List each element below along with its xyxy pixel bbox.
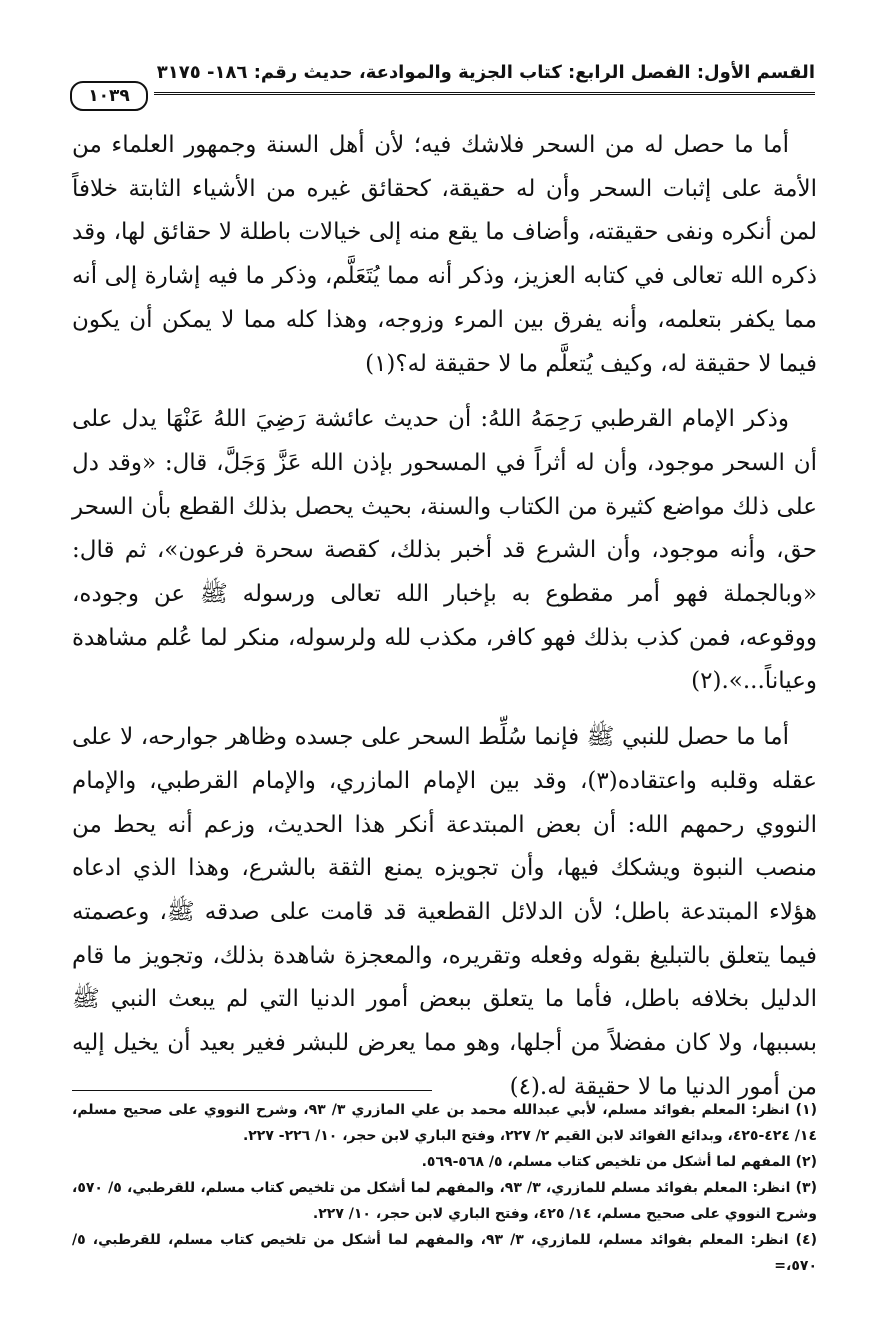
header-title: القسم الأول: الفصل الرابع: كتاب الجزية والموادعة، حديث رقم: ١٨٦- ٣١٧٥: [156, 62, 815, 83]
page-number-badge: ١٠٣٩: [70, 81, 148, 111]
paragraph: أما ما حصل للنبي ﷺ فإنما سُلِّط السحر على جسده وظاهر جوارحه، لا على عقله وقلبه واعتقاده(٣)، وقد بين الإمام المازري، والإمام القرطبي، والإمام النووي رحمهم الله: أن بعض المبتدعة أنكر هذا الحديث، وزعم أنه يحط من منصب النبوة ويشكك فيها، وأن تجويزه يمنع الثقة بالشرع، وهذا الذي ادعاه هؤلاء المبتدعة باطل؛ لأن الدلائل القطعية قد قامت على صدقه ﷺ، وعصمته فيما يتعلق بالتبليغ بقوله وفعله وتقريره، والمعجزة شاهدة بذلك، وتجويز ما قام الدليل بخلافه باطل، فأما ما يتعلق ببعض أمور الدنيا التي لم يبعث النبي ﷺ بسببها، ولا كان مفضلاً من أجلها، وهو مما يعرض للبشر فغير بعيد أن يخيل إليه من أمور الدنيا ما لا حقيقة له.(٤): [72, 724, 817, 1100]
paragraph: وذكر الإمام القرطبي رَحِمَهُ اللهُ: أن حديث عائشة رَضِيَ اللهُ عَنْهَا يدل على أن السحر موجود، وأن له أثراً في المسحور بإذن الله عَزَّ وَجَلَّ، قال: «وقد دل على ذلك مواضع كثيرة من الكتاب والسنة، بحيث يحصل بذلك القطع بأن السحر حق، وأنه موجود، وأن الشرع قد أخبر بذلك، كقصة سحرة فرعون»، ثم قال: «وبالجملة فهو أمر مقطوع به بإخبار الله تعالى ورسوله ﷺ عن وجوده، ووقوعه، فمن كذب بذلك فهو كافر، مكذب لله ولرسوله، منكر لما عُلم مشاهدة وعياناً...».(٢): [72, 406, 817, 695]
footnotes: [72, 1090, 817, 1279]
footnote: (١) انظر: المعلم بفوائد مسلم، لأبي عبدالله محمد بن علي المازري ٣/ ٩٣، وشرح النووي على صحيح مسلم، ١٤/ ٤٢٤-٤٢٥، وبدائع الفوائد لابن القيم ٢/ ٢٢٧، وفتح الباري لابن حجر، ١٠/ ٢٢٦- ٢٢٧.: [72, 1102, 817, 1144]
footnote: (٤) انظر: المعلم بفوائد مسلم، للمازري، ٣/ ٩٣، والمفهم لما أشكل من تلخيص كتاب مسلم، للقرطبي، ٥/ ٥٧٠،=: [72, 1232, 817, 1274]
running-header: [70, 54, 815, 112]
footnote-rule: [72, 1090, 432, 1091]
footnote: (٢) المفهم لما أشكل من تلخيص كتاب مسلم، ٥/ ٥٦٨-٥٦٩.: [421, 1154, 817, 1170]
footnote: (٣) انظر: المعلم بفوائد مسلم للمازري، ٣/ ٩٣، والمفهم لما أشكل من تلخيص كتاب مسلم، للقرطبي، ٥/ ٥٧٠، وشرح النووي على صحيح مسلم، ١٤/ ٤٢٥، وفتح الباري لابن حجر، ١٠/ ٢٢٧.: [72, 1180, 817, 1222]
paragraph: أما ما حصل له من السحر فلاشك فيه؛ لأن أهل السنة وجمهور العلماء من الأمة على إثبات السحر وأن له حقيقة، كحقائق غيره من الأشياء الثابتة خلافاً لمن أنكره ونفى حقيقته، وأضاف ما يقع منه إلى خيالات باطلة لا حقائق لها، وقد ذكره الله تعالى في كتابه العزيز، وذكر أنه مما يُتَعَلَّم، وذكر ما فيه إشارة إلى أنه مما يكفر بتعلمه، وأنه يفرق بين المرء وزوجه، وهذا كله مما لا يمكن أن يكون فيما لا حقيقة له، وكيف يُتعلَّم ما لا حقيقة له؟(١): [72, 132, 817, 377]
main-text: [72, 124, 817, 1121]
header-rule: [154, 92, 815, 95]
